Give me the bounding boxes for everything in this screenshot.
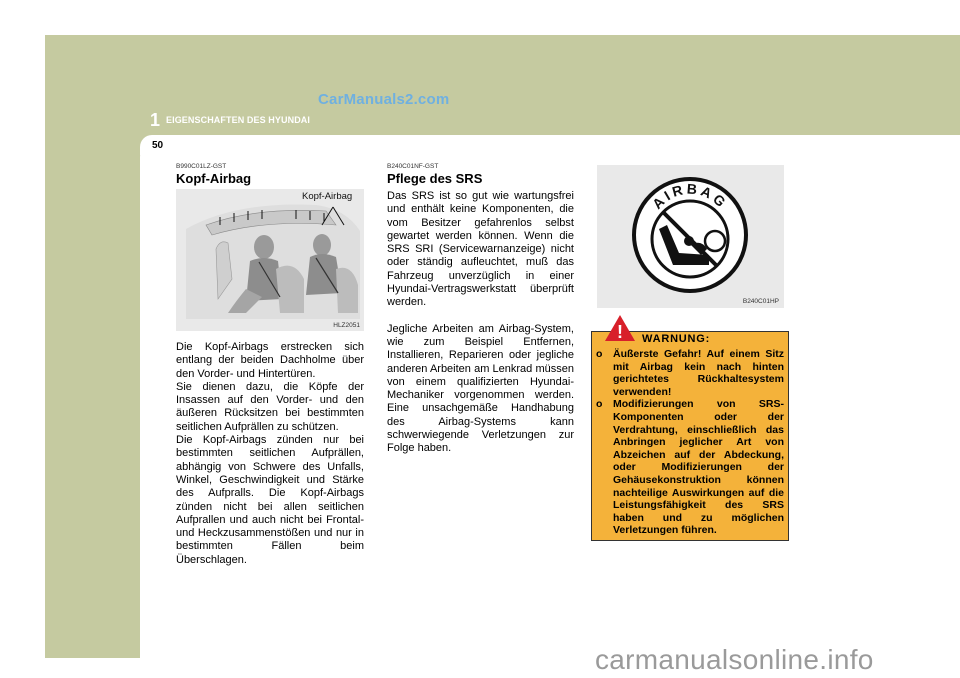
figure-text: AIRBAG [648,180,731,212]
warning-bullet: o [596,398,603,411]
section-kopf-airbag [176,163,364,567]
warning-title: WARNUNG: [642,333,711,345]
car-interior-illustration [176,189,364,331]
curtain-airbag-figure [176,189,364,331]
paragraph: Das SRS ist so gut wie wartungsfrei und enthält keine Komponenten, die vom Besitzer gefahrenlos selbst gewartet werden können. Wenn die SRS SRI (Servicewarnanzeige) nicht oder ständig aufleuchtet, muß das Fahrzeug unverzüglich in einer Hyundai-Vertragswerkstatt überprüft werden. [387,190,574,309]
figure-code: B240C01HP [742,298,779,305]
paragraph: Die Kopf-Airbags zünden nur bei bestimmten seitlichen Aufprällen, abhängig von Schwere des Unfalls, Winkel, Geschwindigkeit und Stärke des Aufpralls. Die Kopf-Airbags zünden nicht bei allen seitlichen Aufprallen und auch nicht bei Frontal- und Heckzusammenstößen und nur in bestimmten Fällen beim Überschlagen. [176,434,364,566]
page-number: 50 [152,140,164,151]
chapter-title: EIGENSCHAFTEN DES HYUNDAI [166,115,311,125]
chapter-number: 1 [150,110,161,130]
section-code: B240C01NF-GST [387,163,439,170]
warning-item [596,348,784,398]
paragraph: Die Kopf-Airbags erstrecken sich entlang der beiden Dachholme über den Vorder- und Hintertüren. [176,341,364,380]
warning-triangle-icon [604,314,636,342]
warning-list [596,348,784,537]
warning-item-text: Äußerste Gefahr! Auf einem Sitz mit Airbag kein nach hinten gerichtetes Rückhaltesystem verwenden! [613,348,784,398]
paragraph: Jegliche Arbeiten am Airbag-System, wie zum Beispiel Entfernen, Installieren, Reparieren oder jegliche anderen Arbeiten am Lenkrad müssen von einem qualifizierten Hyundai-Mechaniker vorgenommen werden. Eine unsachgemäße Handhabung des Airbag-Systems kann schwerwiegende Verletzungen zur Folge haben. [387,322,574,455]
no-rear-facing-seat-icon [597,165,784,308]
warning-item [596,398,784,537]
section-code: B990C01LZ-GST [176,163,227,170]
watermark-bottom[interactable]: carmanualsonline.info [595,644,874,675]
warning-item-text: Modifizierungen von SRS-Komponenten oder der Verdrahtung, einschließlich das Anbringen jeglicher Art von Abzeichen auf der Abdeckung, oder Modifizierungen der Gehäusekonstruktion können nachteilige Auswirkungen auf die Leistungsfähigkeit des SRS haben und zu möglichen Verletzungen führen. [613,398,784,537]
figure-code: HLZ2051 [333,322,360,329]
section-title: Kopf-Airbag [176,171,252,186]
paragraph: Sie dienen dazu, die Köpfe der Insassen auf den Vorder- und den äußeren Rücksitzen bei bestimmten seitlichen Aufprällen zu schützen. [176,380,364,433]
warning-bullet: o [596,348,603,360]
section-title: Pflege des SRS [387,171,483,186]
watermark-top[interactable]: CarManuals2.com [318,91,450,108]
section-body [387,190,574,456]
airbag-warning-figure [597,165,784,308]
figure-callout: Kopf-Airbag [302,191,353,202]
section-pflege-des-srs [387,163,574,456]
section-body [176,341,364,567]
warning-icon-glyph: ! [617,322,623,342]
